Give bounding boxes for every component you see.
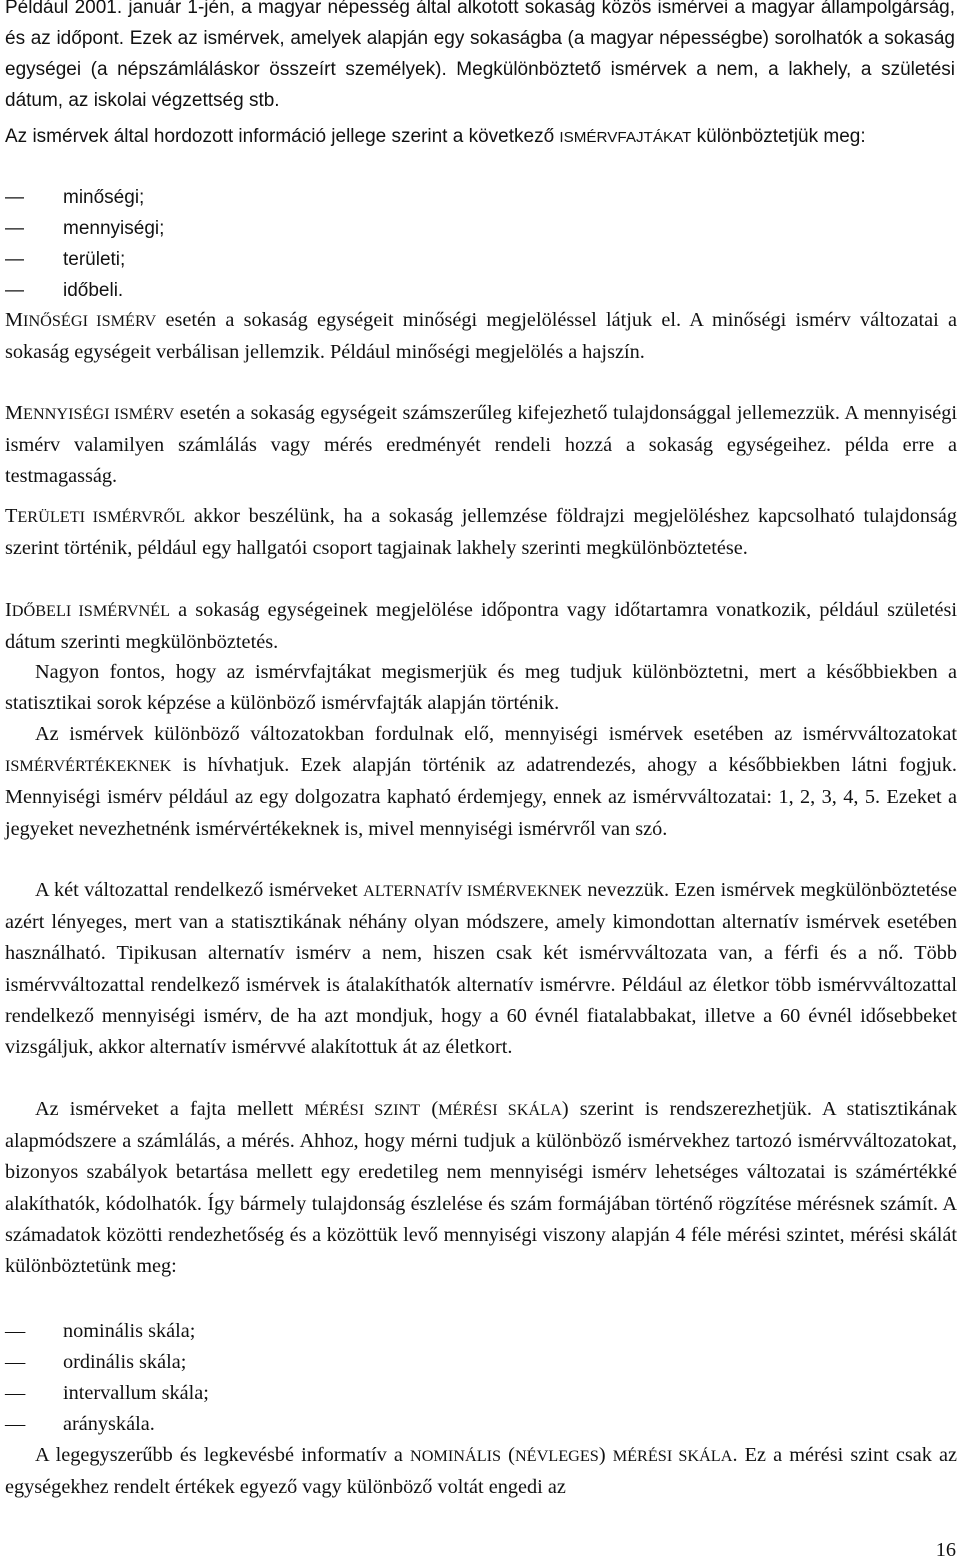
term-mennyisegi-ismerv: ENNYISÉGI ISMÉRV [23,405,175,423]
dash-bullet: — [5,218,24,239]
list-item: — arányskála. [5,1409,155,1440]
list-item: — minőségi; [5,182,144,213]
dash-bullet: — [5,1351,26,1373]
term-ismervfajtakat: ISMÉRVFAJTÁKAT [559,129,692,146]
paragraph-measurement-levels: Az ismérveket a fajta mellett MÉRÉSI SZINT (MÉRÉSI SKÁLA) szerint is rendszerezhetjük. A statisztikának alapmódszere a számlálás, a mérés. Ahhoz, hogy mérni tudjuk a különböző ismérvekhez tartozó ismérvváltozatokat, bizonyos szabályok betartása mellett egy eredetileg nem mennyiségi ismérv lehetséges változatai is számértékké alakíthatók, kódolhatók. Így bármely tulajdonság észlelése és szám formájában történő rögzítése mérésnek számít. A számadatok közötti rendezhetőség és a közöttük levő mennyiségi viszony alapján 4 féle mérési szintet, mérési skálát különböztetünk meg: [5,1098,958,1278]
paragraph-qualitative-attribute: MINŐSÉGI ISMÉRV esetén a sokaság egységeit minőségi megjelöléssel látjuk el. A minőségi ismérv változatai a sokaság egységeit verbálisan jellemzik. Például minőségi megjelölés a hajszín. [5,309,957,364]
term-meresi-szint: MÉRÉSI SZINT [304,1101,421,1119]
term-alternativ-ismerveknek: ALTERNATÍV ISMÉRVEKNEK [363,882,582,900]
dash-bullet: — [5,187,24,208]
paragraph-alternative-attributes: A két változattal rendelkező ismérveket ALTERNATÍV ISMÉRVEKNEK nevezzük. Ezen ismérvek megkülönböztetése azért lényeges, mert van a statisztikának néhány olyan módszere, amely kimondottan alternatív ismérvek esetében használható. Tipikusan alternatív ismérv a nem, hiszen csak két ismérvváltozata van, a férfi és a nő. Több ismérvváltozattal rendelkező ismérvek is átalakíthatók alternatív ismérvre. Például az életkor több ismérvváltozattal rendelkező mennyiségi ismérv, de ha azt mondjuk, hogy a 60 évnél fiatalabbakat, illetve a 60 évnél idősebbeket vizsgáljuk, akkor alternatív ismérvvé alakítottuk át az életkort. [5,879,957,1059]
paragraph-text: Például 2001. január 1-jén, a magyar népesség által alkotott sokaság közös ismérvei a magyar állampolgárság, és az időpont. Ezek az ismérvek, amelyek alapján egy sokaságba (a magyar népességbe) sorolhatók a sokaság egységei (a népszámláláskor összeírt személyek). Megkülönböztető ismérvek a nem, a lakhely, a születési dátum, az iskolai végzettség stb. [5,0,955,111]
term-idobeli-ismervnel: DŐBELI ISMÉRVNÉL [11,602,170,620]
term-minosegi-ismerv: INŐSÉGI ISMÉRV [23,312,157,330]
list-item: — mennyiségi; [5,213,164,244]
paragraph-attribute-values: Az ismérvek különböző változatokban fordulnak elő, mennyiségi ismérvek esetében az ismérvváltozatokat ISMÉRVÉRTÉKEKNEK is hívhatjuk. Ezek alapján történik az adatrendezés, ahogy a későbbiekben látni fogjuk. Mennyiségi ismérv például az egy dolgozatra kapható érdemjegy, ennek az ismérvváltozatai: 1, 2, 3, 4, 5. Ezeket a jegyeket nevezhetnénk ismérvértékeknek is, mivel mennyiségi ismérvről van szó. [5,723,957,840]
dash-bullet: — [5,249,24,270]
list-item: — intervallum skála; [5,1378,209,1409]
list-item: — ordinális skála; [5,1347,186,1378]
list-item: — nominális skála; [5,1316,195,1347]
paragraph-nominal-scale: A legegyszerűbb és legkevésbé informatív a NOMINÁLIS (NÉVLEGES) MÉRÉSI SKÁLA. Ez a mérési szint csak az egységekhez rendelt értékek egyező vagy különböző voltát engedi az [5,1444,958,1499]
dash-bullet: — [5,1413,26,1435]
term-teruleti-ismervrol: ERÜLETI ISMÉRVRŐL [17,508,186,526]
paragraph-population-example [5,0,955,116]
dash-bullet: — [5,1382,26,1404]
dash-bullet: — [5,280,24,301]
paragraph-importance: Nagyon fontos, hogy az ismérvfajtákat megismerjük és meg tudjuk különböztetni, mert a későbbiekben a statisztikai sorok képzése a különböző ismérvfajták alapján történik. [5,661,957,715]
page-number: 16 [935,1539,956,1561]
term-nominalis: NOMINÁLIS [409,1447,502,1465]
list-item: — időbeli. [5,275,123,306]
paragraph-attribute-types-intro: Az ismérvek által hordozott információ jellege szerint a következő ISMÉRVFAJTÁKAT különböztetjük meg: [5,126,866,147]
paragraph-temporal-attribute: IDŐBELI ISMÉRVNÉL a sokaság egységeinek megjelölése időpontra vagy időtartamra vonatkozik, például születési dátum szerinti megkülönböztetés. [5,599,957,654]
term-nevleges: NÉVLEGES [514,1447,599,1465]
paragraph-territorial-attribute: TERÜLETI ISMÉRVRŐL akkor beszélünk, ha a sokaság jellemzése földrajzi megjelöléshez kapcsolható tulajdonság szerint történik, például egy hallgatói csoport tagjainak lakhely szerinti megkülönböztetése. [5,505,957,560]
term-meresi-skala: MÉRÉSI SKÁLA [612,1447,733,1465]
paragraph-quantitative-attribute: MENNYISÉGI ISMÉRV esetén a sokaság egységeit számszerűleg kifejezhető tulajdonsággal jellemezzük. A mennyiségi ismérv valamilyen számlálás vagy mérés eredményét rendeli hozzá a sokaság egységeihez. példa erre a testmagasság. [5,402,957,488]
term-ismerverteknek: ISMÉRVÉRTÉKEKNEK [5,757,172,776]
dash-bullet: — [5,1320,26,1342]
list-item: — területi; [5,244,125,275]
term-meresi-skala: MÉRÉSI SKÁLA [438,1101,562,1119]
